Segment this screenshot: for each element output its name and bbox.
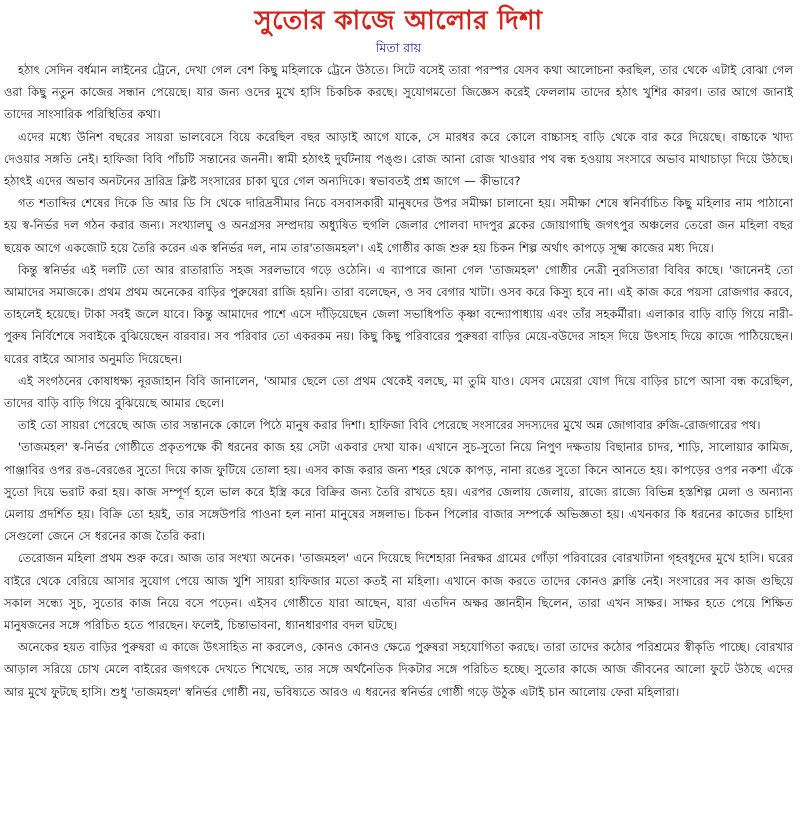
- paragraph-2: এদের মধ্যে উনিশ বছরের সায়রা ভালবেসে বিয়ে করেছিল বছর আড়াই আগে যাকে, সে মারধর করে কোলে বাচ্চাসহ বাড়ি থেকে বার করে দিয়েছে। বাচ্চাকে খাদ্য দেওয়ার সঙ্গতি নেই। হাফিজা বিবি পাঁচটি সন্তানের জননী। স্বামী হঠাৎই দুর্ঘটনায় পঙ্গু। রোজ আনা রোজ খাওয়ার পথ বন্ধ হওয়ায় সংসারে অভাব মাথাচাড়া দিয়ে উঠছে। হঠাৎই এদের অভাব অনটনের দ্রারিদ্র ক্লিষ্ট সংসারের চাকা ঘুরে গেল অন্যদিকে। স্বভাবতই প্রশ্ন জাগে — কীভাবে?: [4, 129, 793, 189]
- paragraph-4: কিন্তু স্বনির্ভর এই দলটি তো আর রাতারাতি সহজ সরলভাবে গড়ে ওঠেনি। এ ব্যাপারে জানা গেল 'তাজমহল' গোষ্ঠীর নেত্রী নুরসিতারা বিবির কাছে। 'জানেনই তো আমাদের সমাজকে। প্রথম প্রথম অনেকের বাড়ির পুরুষেরা রাজি হয়নি। তারা বলেছেন, ও সব বেগার খাটা। ওসব করে কিস্যু হবে না। এই কাজ করে পয়সা রোজগার করবে, তাহলেই হয়েছে। টাকা সবই জলে যাবে। কিন্তু আমাদের পাশে এসে দাঁড়িয়েছেন জেলা সভাধিপতি কৃষ্ণা বন্দ্যোপাধ্যায় এবং তাঁর সহকর্মীরা। এলাকার বাড়ি বাড়ি গিয়ে নারী-পুরুষ নির্বিশেষে সবাইকে বুঝিয়েছেন বারবার। সব পরিবার তো একরকম নয়। কিছু কিছু পরিবারের পুরুষরা বাড়ির মেয়ে-বউদের সাহস দিয়ে উৎসাহ দিয়ে কাজে পাঠিয়েছেন। ঘরের বাইরে আসার অনুমতি দিয়েছেন।: [4, 262, 793, 366]
- paragraph-9: অনেকের হয়ত বাড়ির পুরুষরা এ কাজে উৎসাহিত না করলেও, কোনও কোনও ক্ষেত্রে পুরুষরা সহযোগিতা করছে। তারা তাদের কঠোর পরিশ্রমের স্বীকৃতি পাচ্ছে। বোরখার আড়াল সরিয়ে চোখ মেলে বাইরের জগৎকে দেখতে শিখেছে, তার সঙ্গে অর্থনৈতিক দিকটার সঙ্গে পরিচিত হচ্ছে। সুতোর কাজে আজ জীবনের আলো ফুটে উঠছে এদের আর মুখে ফুটছে হাসি। শুধু 'তাজমহল' স্বনির্ভর গোষ্ঠী নয়, ভবিষ্যতে আরও এ ধরনের স্বনির্ভর গোষ্ঠী গড়ে উঠুক এটাই চান আলোয় ফেরা মহিলারা।: [4, 640, 793, 699]
- paragraph-6: তাই তো সায়রা পেরেছে আজ তার সন্তানকে কোলে পিঠে মানুষ করার দিশা। হাফিজা বিবি পেরেছে সংসারের সদস্যদের মুখে অন্ন জোগাবার রুজি-রোজগারের পথ।: [18, 418, 761, 433]
- article-body: [4, 59, 793, 703]
- article-author: মিতা রায়: [375, 40, 422, 55]
- paragraph-1: হঠাৎ সেদিন বর্ধমান লাইনের ট্রেনে, দেখা গেল বেশ কিছু মহিলাকে ট্রেনে উঠতে। সিটে বসেই তারা পরস্পর যেসব কথা আলোচনা করছিল, তার থেকে এটাই বোঝা গেল ওরা কিছু নতুন কাজের সন্ধান পেয়েছে। যার জন্য ওদের মুখে হাসি চিকচিক করছে। সুযোগমতো জিজ্ঞেস করেই ফেললাম তাদের হঠাৎ খুশির কারণ। তার আগে জানাই তাদের সাংসারিক পরিস্থিতির কথা।: [4, 63, 793, 122]
- article-title: সুতোর কাজে আলোর দিশা: [254, 6, 543, 36]
- paragraph-5: এই সংগঠনের কোষাধক্ষ্য নূরজাহান বিবি জানালেন, 'আমার ছেলে তো প্রথম থেকেই বলছে, মা তুমি যাও। যেসব মেয়েরা যোগ দিয়ে বাড়ির চাপে আসা বন্ধ করেছিল, তাদের বাড়ি বাড়ি গিয়ে বুঝিয়েছে আমার ছেলে।: [4, 373, 794, 411]
- paragraph-3: গত শতাব্দির শেষের দিকে ডি আর ডি সি থেকে দারিদ্রসীমার নিচে বসবাসকারী মানুষদের উপর সমীক্ষা চালানো হয়। সমীক্ষা শেষে স্বনির্বাচিত কিছু মহিলার নাম পাঠানো হয় স্ব-নির্ভর দল গঠন করার জন্য। সংখ্যালঘু ও অনগ্রসর সম্প্রদায় অধ্যুষিত হুগলি জেলার পোলবা দাদপুর ব্লকের জোয়াগাছি জগৎপুর অঞ্চলের তেরো জন মহিলা বছর ছয়েক আগে একজোট হয়ে তৈরি করেন এক স্বনির্ভর দল, নাম তার'তাজমহল'। এই গোষ্ঠীর কাজ শুরু হয় চিকন শিল্প অর্থাৎ কাপড়ে সূক্ষ্ম কাজের মধ্য দিয়ে।: [4, 196, 793, 255]
- paragraph-7: 'তাজমহল' স্ব-নির্ভর গোষ্ঠীতে প্রকৃতপক্ষে কী ধরনের কাজ হয় সেটা একবার দেখা যাক। এখানে সুচ-সুতো নিয়ে নিপুণ দক্ষতায় বিছানার চাদর, শাড়ি, সালোয়ার কামিজ, পাঞ্জাবির ওপর রঙ-বেরঙের সুতো দিয়ে কাজ ফুটিয়ে তোলা হয়। এসব কাজ করার জন্য শহর থেকে কাপড়, নানা রঙের সুতো কিনে আনতে হয়। কাপড়ের ওপর নকশা এঁকে সুতো দিয়ে ভরাট করা হয়। কাজ সম্পূর্ণ হলে ভাল করে ইস্ত্রি করে বিক্রির জন্য তৈরি রাখতে হয়। এরপর জেলায় জেলায়, রাজ্যে রাজ্যে বিভিন্ন হস্তশিল্প মেলা ও অন্যান্য মেলায় প্রদর্শিত হয়। বিক্রি তো হয়ই, তার সঙ্গেউপরি পাওনা হল নানা মানুষের সঙ্গলাভ। চিকন পিলোর বাজার সম্পর্কে অভিজ্ঞতা হয়। এখনকার কি ধরনের কাজের চাহিদা সেগুলো জেনে সে ধরনের কাজ তৈরি করা।: [4, 440, 793, 544]
- paragraph-8: তেরোজন মহিলা প্রথম শুরু করে। আজ তার সংখ্যা অনেক। 'তাজমহল' এনে দিয়েছে দিশেহারা নিরক্ষর গ্রামের গোঁড়া পরিবারের বোরখাটানা গৃহবধূদের মুখে হাসি। ঘরের বাইরে থেকে বেরিয়ে আসার সুযোগ পেয়ে আজ খুশি সায়রা হাফিজার মতো কতই না মহিলা। এখানে কাজ করতে তাদের কোনও ক্লান্তি নেই। সংসারের সব কাজ গুছিয়ে সকাল সন্ধ্যে সুচ, সুতোর কাজ নিয়ে বসে পড়েন। এইসব গোষ্ঠীতে যারা আছেন, যারা এতদিন অক্ষর জ্ঞানহীন ছিলেন, তারা এখন সাক্ষর। সাক্ষর হতে পেয়ে শিক্ষিত মানুষজনের সঙ্গে পরিচিত হতে পারছেন। ফলেই, চিন্তাভাবনা, ধ্যানধারণার বদল ঘটছে।: [4, 551, 793, 633]
